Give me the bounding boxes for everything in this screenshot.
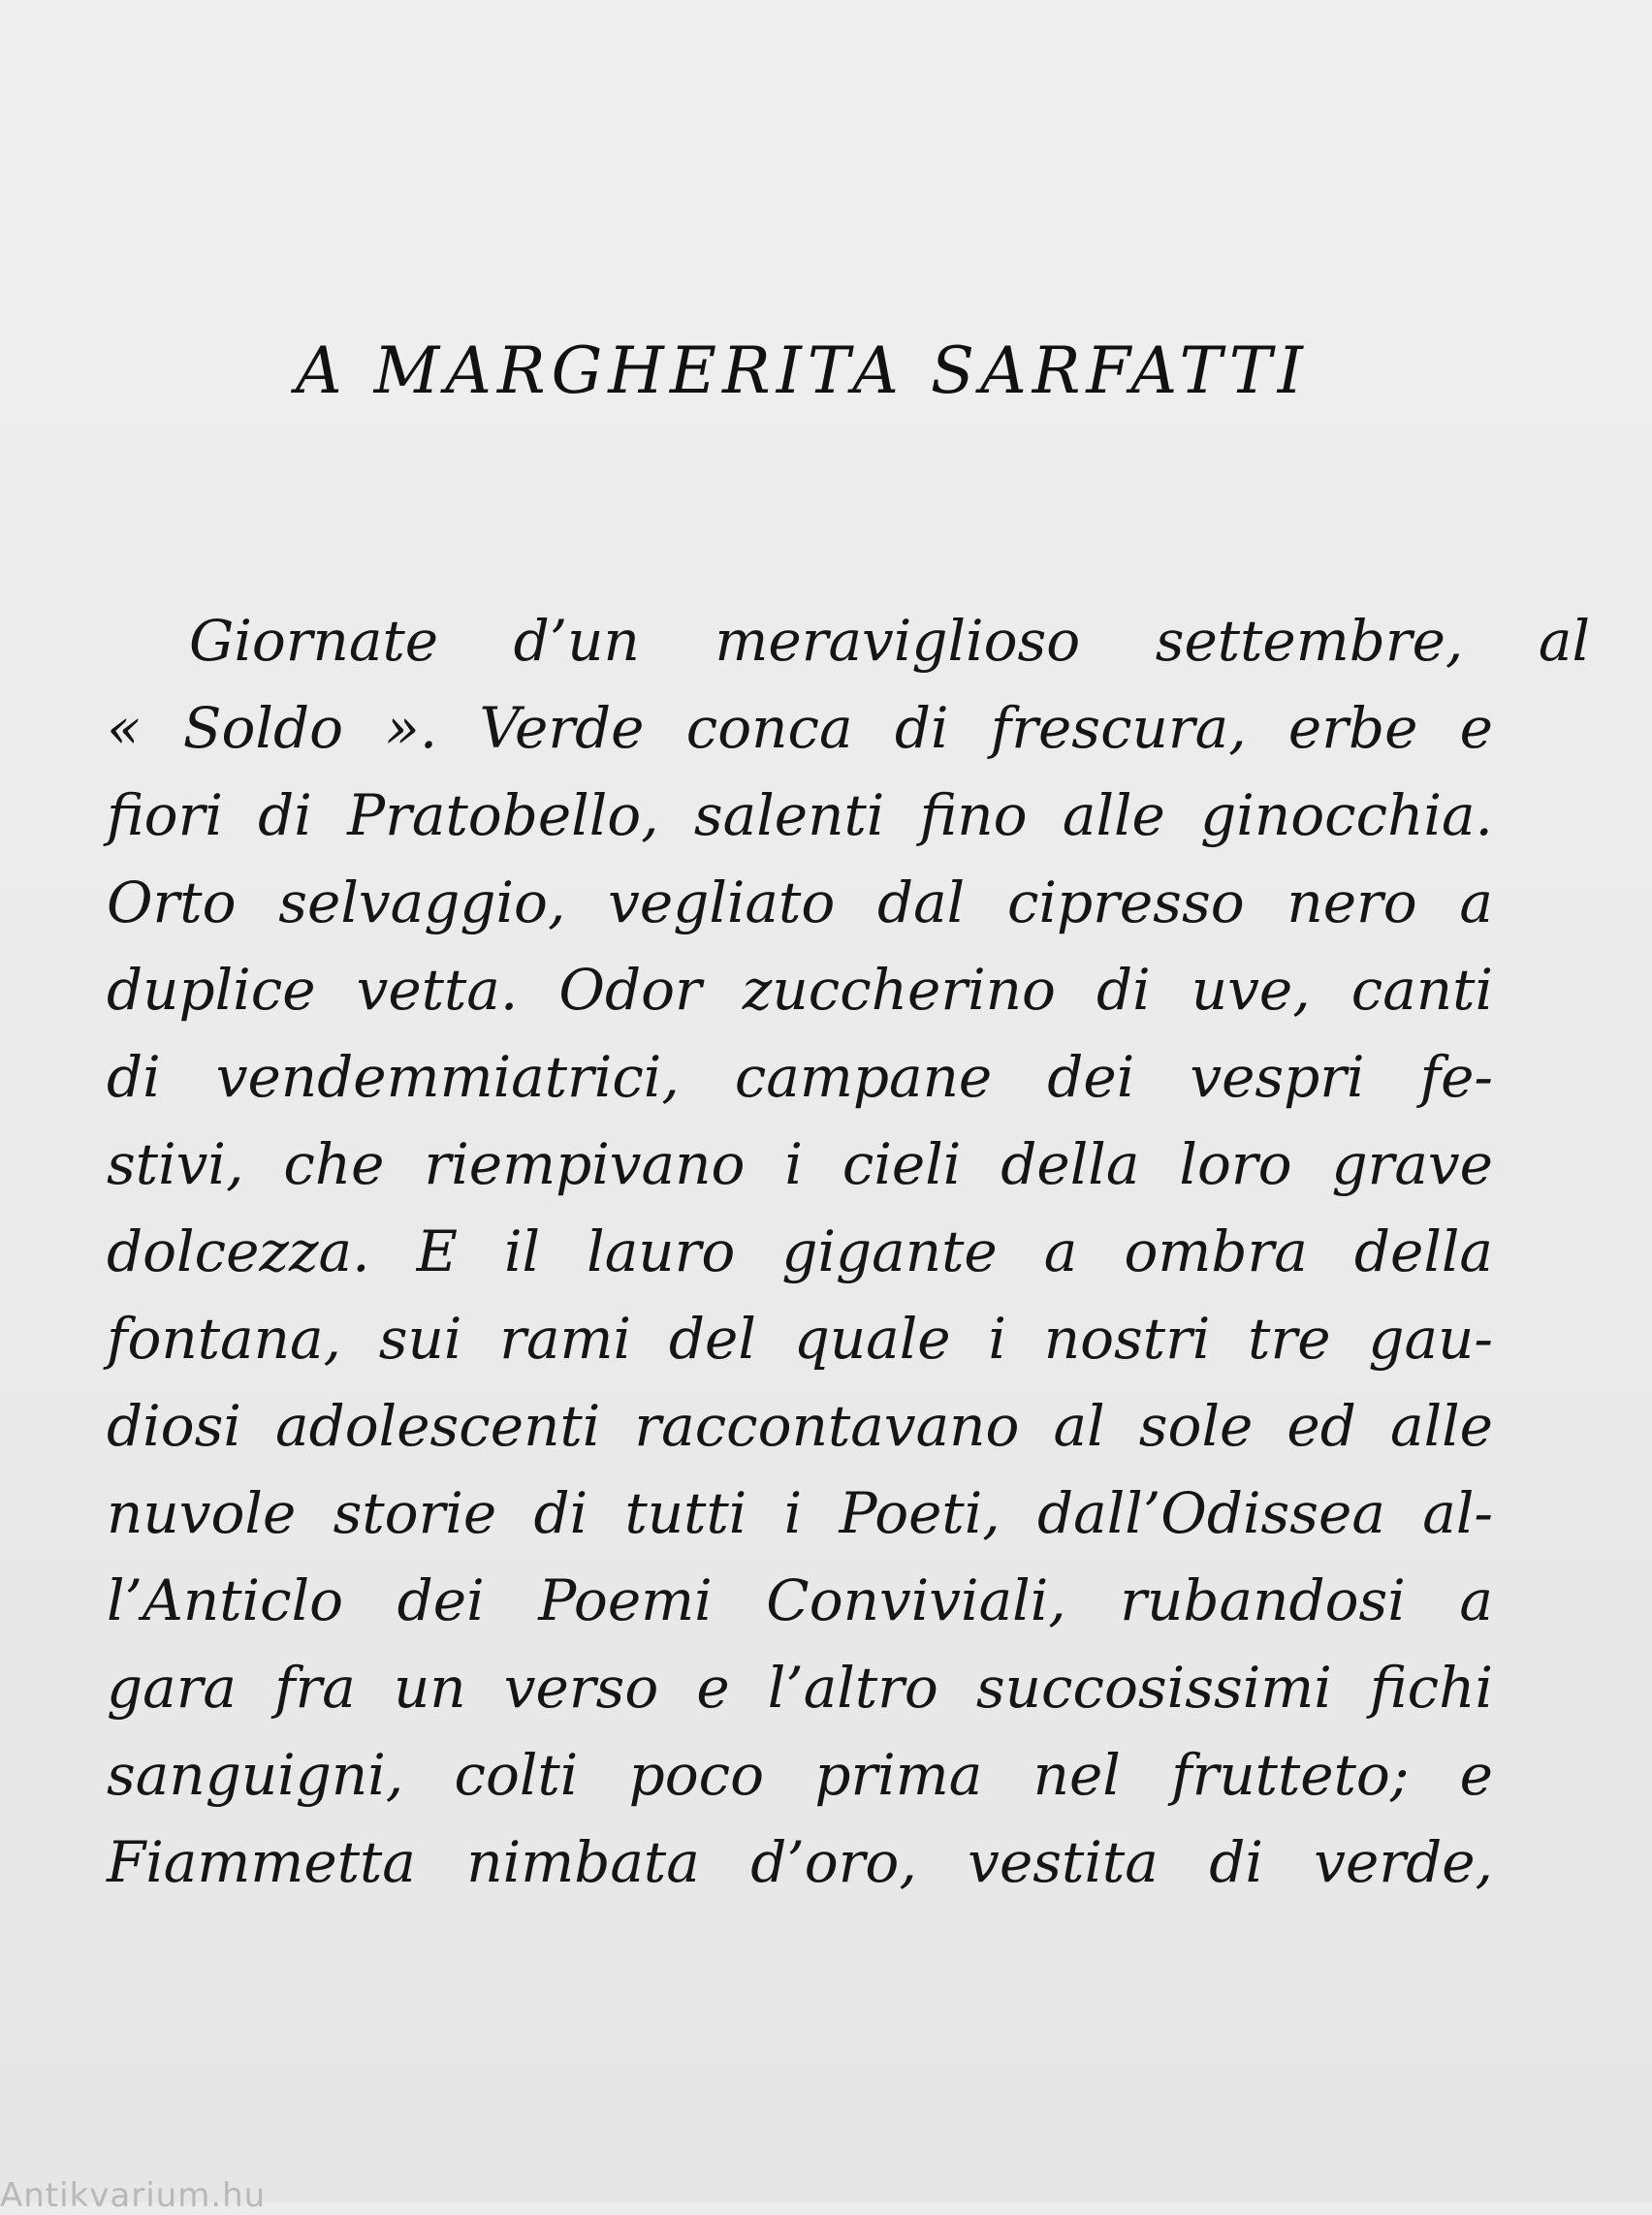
text-line-3: fiori di Pratobello, salenti fino alle ginocchia. — [107, 782, 1493, 848]
dedication-title: A MARGHERITA SARFATTI — [296, 333, 1309, 408]
text-line-10: diosi adolescenti raccontavano al sole ed alle — [107, 1393, 1493, 1459]
text-line-8: dolcezza. E il lauro gigante a ombra della — [107, 1218, 1493, 1284]
text-line-5: duplice vetta. Odor zuccherino di uve, canti — [107, 957, 1493, 1023]
text-line-7: stivi, che riempivano i cieli della loro grave — [107, 1131, 1493, 1197]
text-line-13: gara fra un verso e l’altro succosissimi fichi — [107, 1655, 1493, 1721]
text-line-2: « Soldo ». Verde conca di frescura, erbe e — [107, 695, 1493, 761]
text-line-1: Giornate d’un meraviglioso settembre, al — [189, 608, 1590, 674]
text-line-6: di vendemmiatrici, campane dei vespri fe- — [107, 1044, 1493, 1110]
watermark: Antikvarium.hu — [0, 2176, 267, 2215]
text-line-9: fontana, sui rami del quale i nostri tre gau- — [107, 1306, 1493, 1372]
text-line-4: Orto selvaggio, vegliato dal cipresso nero a — [107, 870, 1493, 935]
text-line-11: nuvole storie di tutti i Poeti, dall’Odissea al- — [107, 1480, 1493, 1546]
text-line-12: l’Anticlo dei Poemi Conviviali, rubandosi a — [107, 1567, 1493, 1633]
text-line-15: Fiammetta nimbata d’oro, vestita di verde, — [107, 1829, 1493, 1895]
text-line-14: sanguigni, colti poco prima nel frutteto; e — [107, 1742, 1493, 1808]
